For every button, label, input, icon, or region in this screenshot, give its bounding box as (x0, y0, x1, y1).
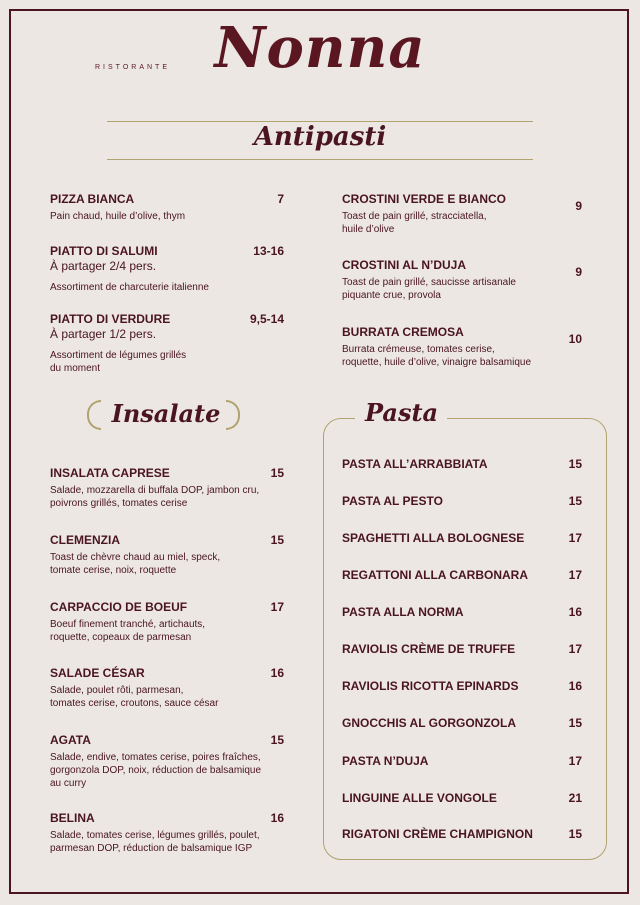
pasta-name: REGATTONI ALLA CARBONARA (342, 568, 528, 582)
pasta-name: PASTA AL PESTO (342, 494, 443, 508)
item-name: CROSTINI VERDE E BIANCO (342, 192, 507, 206)
item-serving: À partager 2/4 pers. (50, 259, 157, 273)
item-description: Assortiment de légumes grillés du moment (50, 350, 187, 374)
pasta-price: 17 (568, 531, 582, 545)
item-price: 13-16 (253, 244, 284, 258)
item-description: Toast de chèvre chaud au miel, speck, tomate cerise, noix, roquette (50, 552, 221, 576)
pasta-price: 21 (568, 791, 582, 805)
logo-subtitle: RISTORANTE (95, 64, 170, 71)
pasta-price: 17 (568, 754, 582, 768)
pasta-item (342, 605, 582, 619)
pasta-item (342, 531, 582, 545)
item-description: Salade, endive, tomates cerise, poires fraîches, gorgonzola DOP, noix, réduction de balsamique au curry (50, 752, 262, 789)
pasta-item (342, 568, 582, 582)
pasta-price: 15 (568, 457, 582, 471)
pasta-price: 17 (568, 642, 582, 656)
item-description: Salade, poulet rôti, parmesan, tomates cerise, croutons, sauce césar (50, 685, 219, 709)
pasta-name: SPAGHETTI ALLA BOLOGNESE (342, 531, 525, 545)
item-description: Pain chaud, huile d’olive, thym (50, 211, 186, 222)
item-price: 16 (270, 811, 284, 825)
pasta-item (342, 754, 582, 768)
insalate-title: Insalate (111, 399, 221, 428)
pasta-price: 15 (568, 827, 582, 841)
item-description: Toast de pain grillé, stracciatella, huile d’olive (342, 211, 487, 235)
pasta-name: RAVIOLIS RICOTTA EPINARDS (342, 679, 519, 693)
pasta-title: Pasta (365, 398, 439, 427)
menu-item (342, 192, 562, 236)
pasta-price: 17 (568, 568, 582, 582)
item-description: Assortiment de charcuterie italienne (50, 282, 209, 293)
item-description: Burrata crémeuse, tomates cerise, roquette, huile d’olive, vinaigre balsamique (342, 344, 532, 368)
pasta-name: PASTA ALL’ARRABBIATA (342, 457, 488, 471)
pasta-name: RAVIOLIS CRÈME DE TRUFFE (342, 642, 516, 656)
item-name: CARPACCIO DE BOEUF (50, 600, 188, 614)
item-name: BURRATA CREMOSA (342, 325, 464, 339)
item-name: PIATTO DI SALUMI (50, 244, 158, 258)
item-description: Salade, tomates cerise, légumes grillés, poulet, parmesan DOP, réduction de balsamique IGP (50, 830, 260, 854)
pasta-item (342, 642, 582, 656)
item-serving: À partager 1/2 pers. (50, 327, 157, 341)
pasta-item (342, 457, 582, 471)
pasta-item (342, 679, 582, 693)
menu-item (50, 533, 270, 577)
pasta-item (342, 716, 582, 730)
menu-item (342, 325, 562, 369)
menu-item (50, 666, 270, 710)
menu-item (50, 244, 240, 294)
pasta-item (342, 791, 582, 805)
item-name: INSALATA CAPRESE (50, 466, 170, 480)
item-name: BELINA (50, 811, 95, 825)
pasta-item (342, 494, 582, 508)
pasta-price: 16 (568, 679, 582, 693)
item-name: PIATTO DI VERDURE (50, 312, 171, 326)
pasta-name: RIGATONI CRÈME CHAMPIGNON (342, 827, 533, 841)
pasta-price: 15 (568, 494, 582, 508)
pasta-price: 15 (568, 716, 582, 730)
pasta-name: PASTA N’DUJA (342, 754, 429, 768)
menu-item (50, 811, 275, 855)
menu-item (50, 312, 240, 375)
antipasti-title: Antipasti (253, 122, 387, 152)
menu-item (50, 192, 240, 223)
antipasti-bottom-rule (107, 159, 533, 160)
item-description: Boeuf finement tranché, artichauts, roquette, copeaux de parmesan (50, 619, 206, 643)
pasta-name: GNOCCHIS AL GORGONZOLA (342, 716, 516, 730)
menu-item (342, 258, 562, 302)
item-name: CROSTINI AL N’DUJA (342, 258, 467, 272)
pasta-name: PASTA ALLA NORMA (342, 605, 464, 619)
pasta-item (342, 827, 582, 841)
item-price: 7 (277, 192, 284, 206)
item-name: CLEMENZIA (50, 533, 120, 547)
item-price: 15 (270, 533, 284, 547)
item-price: 9,5-14 (249, 312, 284, 326)
item-price: 15 (270, 466, 284, 480)
item-name: PIZZA BIANCA (50, 192, 135, 206)
item-price: 16 (270, 666, 284, 680)
item-description: Salade, mozzarella di buffala DOP, jambon cru, poivrons grillés, tomates cerise (50, 485, 260, 509)
menu-item (50, 600, 270, 644)
item-price: 15 (270, 733, 284, 747)
item-price: 9 (575, 265, 582, 279)
menu-item (50, 733, 275, 790)
item-description: Toast de pain grillé, saucisse artisanale piquante crue, provola (342, 277, 516, 301)
item-price: 9 (575, 199, 582, 213)
item-name: SALADE CÉSAR (50, 666, 145, 680)
pasta-price: 16 (568, 605, 582, 619)
item-name: AGATA (50, 733, 91, 747)
menu-item (50, 466, 270, 510)
logo-name: Nonna (214, 15, 426, 81)
item-price: 17 (270, 600, 284, 614)
item-price: 10 (568, 332, 582, 346)
pasta-name: LINGUINE ALLE VONGOLE (342, 791, 497, 805)
